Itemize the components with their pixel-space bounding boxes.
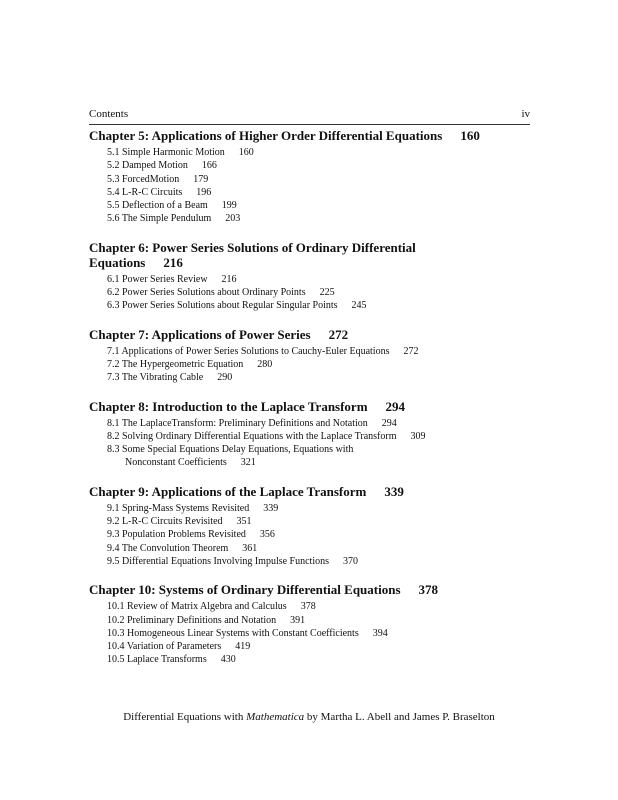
toc-entry[interactable]: 7.1 Applications of Power Series Solutions to Cauchy-Euler Equations 272 [107, 345, 419, 357]
chapter-page: 378 [418, 582, 439, 598]
chapter-9 [89, 484, 539, 568]
toc-entry[interactable]: 10.4 Variation of Parameters 419 [107, 641, 251, 653]
chapter-title[interactable]: Chapter 10: Systems of Ordinary Differential Equations 378 [89, 582, 439, 598]
toc-entry[interactable]: 6.1 Power Series Review 216 [107, 273, 237, 285]
book-title-italic: Mathematica [246, 711, 305, 723]
chapter-title[interactable]: Chapter 5: Applications of Higher Order Differential Equations 160 [89, 128, 480, 143]
page-number: iv [521, 108, 530, 120]
toc-entry[interactable]: 10.5 Laplace Transforms 430 [107, 654, 236, 666]
chapter-10 [89, 582, 539, 666]
toc-entry[interactable]: 7.3 The Vibrating Cable 290 [107, 372, 233, 384]
chapter-page: 216 [163, 254, 183, 270]
toc-entry[interactable]: 5.3 ForcedMotion 179 [107, 173, 209, 185]
page-header [89, 106, 530, 125]
chapter-title[interactable]: Chapter 8: Introduction to the Laplace Transform 294 [89, 398, 406, 414]
chapter-title[interactable]: Chapter 7: Applications of Power Series 272 [89, 326, 349, 342]
chapter-title[interactable]: Chapter 6: Power Series Solutions of Ordinary Differential Equations 216 [89, 239, 416, 270]
toc-entry[interactable]: 5.6 The Simple Pendulum 203 [107, 213, 241, 225]
toc-entry[interactable]: 8.2 Solving Ordinary Differential Equations with the Laplace Transform 309 [107, 430, 426, 442]
toc-entry[interactable]: 9.4 The Convolution Theorem 361 [107, 542, 258, 554]
chapter-page: 339 [384, 483, 404, 499]
chapter-page: 272 [328, 326, 349, 342]
page-footer: Differential Equations with Mathematica by Martha L. Abell and James P. Braselton [123, 711, 495, 723]
chapter-8 [89, 399, 539, 470]
toc-entry[interactable]: 5.1 Simple Harmonic Motion 160 [107, 147, 254, 158]
toc-entry[interactable]: 5.2 Damped Motion 166 [107, 160, 217, 172]
chapter-page: 294 [385, 398, 406, 414]
toc-entry[interactable]: 8.3 Some Special Equations Delay Equations, Equations with Nonconstant Coefficients 321 [107, 444, 354, 469]
chapter-6 [89, 240, 539, 313]
toc-entry[interactable]: 9.5 Differential Equations Involving Impulse Functions 370 [107, 555, 359, 567]
toc-entry[interactable]: 8.1 The LaplaceTransform: Preliminary Definitions and Notation 294 [107, 417, 397, 429]
toc-entry[interactable]: 6.2 Power Series Solutions about Ordinary Points 225 [107, 287, 335, 299]
toc-entry[interactable]: 5.5 Deflection of a Beam 199 [107, 200, 237, 212]
chapter-page: 160 [460, 128, 480, 143]
table-of-contents [89, 128, 539, 681]
toc-entry[interactable]: 9.2 L-R-C Circuits Revisited 351 [107, 516, 252, 528]
toc-entry[interactable]: 9.3 Population Problems Revisited 356 [107, 529, 275, 541]
toc-entry[interactable]: 6.3 Power Series Solutions about Regular Singular Points 245 [107, 300, 367, 312]
chapter-5 [89, 128, 539, 226]
toc-entry[interactable]: 10.1 Review of Matrix Algebra and Calculus 378 [107, 601, 316, 613]
toc-entry[interactable]: 9.1 Spring-Mass Systems Revisited 339 [107, 502, 279, 514]
toc-entry[interactable]: 10.2 Preliminary Definitions and Notation 391 [107, 614, 306, 626]
toc-entry[interactable]: 10.3 Homogeneous Linear Systems with Constant Coefficients 394 [107, 627, 388, 639]
chapter-7 [89, 327, 539, 385]
running-head: Contents [89, 108, 129, 120]
toc-entry[interactable]: 7.2 The Hypergeometric Equation 280 [107, 358, 273, 370]
toc-entry[interactable]: 5.4 L-R-C Circuits 196 [107, 186, 212, 198]
chapter-title[interactable]: Chapter 9: Applications of the Laplace Transform 339 [89, 483, 404, 499]
